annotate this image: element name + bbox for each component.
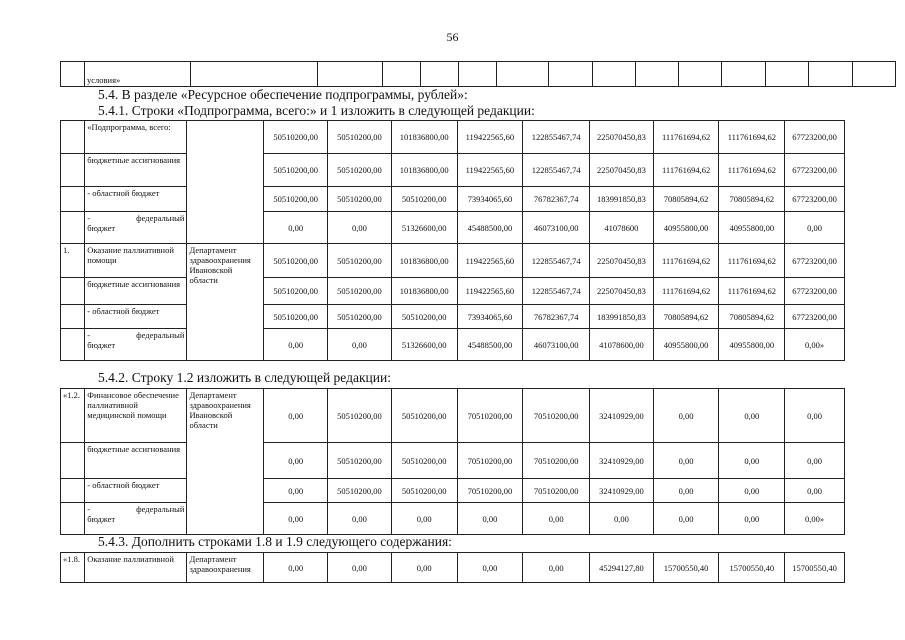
value-cell: 50510200,00 xyxy=(391,389,457,443)
value-cell: 70805894,62 xyxy=(653,187,719,212)
value-cell: 122855467,74 xyxy=(523,244,590,278)
value-cell: 225070450,83 xyxy=(590,154,654,187)
table-row xyxy=(61,503,845,535)
value-cell: 0,00 xyxy=(785,389,845,443)
value-cell: 0,00 xyxy=(719,389,785,443)
value-cell: 111761694,62 xyxy=(719,154,785,187)
value-cell: 50510200,00 xyxy=(264,278,328,305)
top-fragment-table xyxy=(60,61,896,87)
value-cell: 119422565,60 xyxy=(457,121,523,154)
value-cell: 70510200,00 xyxy=(523,443,590,479)
row-label: бюджетные ассигнования xyxy=(85,278,187,305)
row-label: Финансовое обеспечение паллиативной медицинской помощи xyxy=(85,389,187,443)
value-cell: 50510200,00 xyxy=(328,278,392,305)
executor-cell: Департамент здравоохранения Ивановской области xyxy=(187,244,264,361)
value-cell: 46073100,00 xyxy=(523,212,590,244)
value-cell: 50510200,00 xyxy=(391,187,457,212)
value-cell: 0,00» xyxy=(785,329,845,361)
row-label-budget: бюджет xyxy=(87,223,116,233)
value-cell: 70510200,00 xyxy=(523,479,590,503)
value-cell: 0,00 xyxy=(264,503,328,535)
row-label-federal: федеральный xyxy=(136,504,185,514)
value-cell: 40955800,00 xyxy=(719,212,785,244)
value-cell: 67723200,00 xyxy=(785,187,845,212)
value-cell: 70510200,00 xyxy=(457,389,523,443)
value-cell: 225070450,83 xyxy=(590,244,654,278)
value-cell: 0,00 xyxy=(328,212,392,244)
value-cell: 67723200,00 xyxy=(785,121,845,154)
section-heading-5-4-3: 5.4.3. Дополнить строками 1.8 и 1.9 следующего содержания: xyxy=(98,534,452,549)
row-label-dash: - xyxy=(87,504,91,514)
value-cell: 0,00 xyxy=(653,389,719,443)
value-cell: 50510200,00 xyxy=(328,244,392,278)
value-cell: 119422565,60 xyxy=(457,244,523,278)
section-heading-5-4: 5.4. В разделе «Ресурсное обеспечение подпрограммы, рублей»: xyxy=(98,87,468,102)
value-cell: 70510200,00 xyxy=(523,389,590,443)
row-number xyxy=(61,443,85,479)
value-cell: 70805894,62 xyxy=(653,305,719,329)
value-cell: 40955800,00 xyxy=(719,329,785,361)
row-label-federal: федеральный xyxy=(136,213,185,223)
row-number xyxy=(61,121,85,154)
value-cell: 0,00 xyxy=(391,553,457,583)
value-cell: 0,00 xyxy=(590,503,654,535)
value-cell: 50510200,00 xyxy=(264,187,328,212)
value-cell: 111761694,62 xyxy=(653,244,719,278)
value-cell: 0,00 xyxy=(785,443,845,479)
value-cell: 67723200,00 xyxy=(785,154,845,187)
row-label: бюджетные ассигнования xyxy=(85,443,187,479)
row-label-dash: - xyxy=(87,330,91,340)
value-cell: 50510200,00 xyxy=(391,479,457,503)
value-cell: 0,00 xyxy=(719,503,785,535)
value-cell: 46073100,00 xyxy=(523,329,590,361)
value-cell: 225070450,83 xyxy=(590,121,654,154)
value-cell: 111761694,62 xyxy=(653,154,719,187)
value-cell: 0,00 xyxy=(264,389,328,443)
value-cell: 0,00 xyxy=(328,553,392,583)
table-row xyxy=(61,443,845,479)
executor-cell-empty xyxy=(187,121,264,244)
value-cell: 70805894,62 xyxy=(719,187,785,212)
executor-cell: Департамент здравоохранения Ивановской области xyxy=(187,389,264,535)
table-row xyxy=(61,154,845,187)
value-cell: 111761694,62 xyxy=(719,121,785,154)
value-cell: 101836800,00 xyxy=(391,278,457,305)
value-cell: 50510200,00 xyxy=(328,479,392,503)
table-row xyxy=(61,212,845,244)
value-cell: 0,00 xyxy=(328,503,392,535)
value-cell: 45488500,00 xyxy=(457,329,523,361)
value-cell: 122855467,74 xyxy=(523,154,590,187)
row-label xyxy=(85,329,187,361)
value-cell: 0,00 xyxy=(523,553,590,583)
value-cell: 0,00 xyxy=(719,443,785,479)
value-cell: 70805894,62 xyxy=(719,305,785,329)
value-cell: 101836800,00 xyxy=(391,121,457,154)
value-cell: 50510200,00 xyxy=(328,154,392,187)
value-cell: 67723200,00 xyxy=(785,278,845,305)
resource-table-1 xyxy=(60,120,845,361)
value-cell: 111761694,62 xyxy=(653,278,719,305)
value-cell: 0,00 xyxy=(264,212,328,244)
value-cell: 51326600,00 xyxy=(391,329,457,361)
row-label: - областной бюджет xyxy=(85,305,187,329)
row-number xyxy=(61,278,85,305)
row-number xyxy=(61,305,85,329)
value-cell: 50510200,00 xyxy=(391,305,457,329)
row-number xyxy=(61,329,85,361)
value-cell: 0,00 xyxy=(653,503,719,535)
row-label: Оказание паллиативной помощи xyxy=(85,244,187,278)
value-cell: 50510200,00 xyxy=(328,305,392,329)
row-label: бюджетные ассигнования xyxy=(85,154,187,187)
value-cell: 15700550,40 xyxy=(653,553,719,583)
row-label xyxy=(85,503,187,535)
section-heading-5-4-1: 5.4.1. Строки «Подпрограмма, всего:» и 1 изложить в следующей редакции: xyxy=(98,103,535,118)
value-cell: 111761694,62 xyxy=(653,121,719,154)
value-cell: 0,00 xyxy=(785,212,845,244)
value-cell: 32410929,00 xyxy=(590,443,654,479)
value-cell: 0,00 xyxy=(523,503,590,535)
value-cell: 0,00 xyxy=(785,479,845,503)
row-label xyxy=(85,212,187,244)
value-cell: 119422565,60 xyxy=(457,278,523,305)
row-label: условия» xyxy=(85,62,191,87)
value-cell: 0,00 xyxy=(457,553,523,583)
value-cell: 0,00 xyxy=(653,443,719,479)
table-row xyxy=(61,62,896,87)
value-cell: 45294127,80 xyxy=(590,553,654,583)
value-cell: 73934065,60 xyxy=(457,187,523,212)
value-cell: 50510200,00 xyxy=(264,121,328,154)
value-cell: 50510200,00 xyxy=(264,244,328,278)
table-row xyxy=(61,305,845,329)
row-label: - областной бюджет xyxy=(85,479,187,503)
row-number: 1. xyxy=(61,244,85,278)
value-cell: 225070450,83 xyxy=(590,278,654,305)
value-cell: 40955800,00 xyxy=(653,329,719,361)
row-label: «Подпрограмма, всего: xyxy=(85,121,187,154)
value-cell: 41078600,00 xyxy=(590,329,654,361)
row-number xyxy=(61,154,85,187)
row-number: «1.2. xyxy=(61,389,85,443)
value-cell: 0,00 xyxy=(391,503,457,535)
value-cell: 101836800,00 xyxy=(391,154,457,187)
row-number xyxy=(61,479,85,503)
value-cell: 32410929,00 xyxy=(590,479,654,503)
row-label-budget: бюджет xyxy=(87,340,116,350)
row-label-federal: федеральный xyxy=(136,330,185,340)
row-number: «1.8. xyxy=(61,553,85,583)
value-cell: 183991850,83 xyxy=(590,305,654,329)
value-cell: 67723200,00 xyxy=(785,244,845,278)
row-number xyxy=(61,212,85,244)
value-cell: 70510200,00 xyxy=(457,479,523,503)
row-number xyxy=(61,187,85,212)
value-cell: 15700550,40 xyxy=(719,553,785,583)
row-label: - областной бюджет xyxy=(85,187,187,212)
row-label-dash: - xyxy=(87,213,91,223)
value-cell: 32410929,00 xyxy=(590,389,654,443)
row-label-budget: бюджет xyxy=(87,514,116,524)
value-cell: 111761694,62 xyxy=(719,244,785,278)
value-cell: 41078600 xyxy=(590,212,654,244)
value-cell: 122855467,74 xyxy=(523,121,590,154)
value-cell: 50510200,00 xyxy=(328,443,392,479)
value-cell: 0,00 xyxy=(264,553,328,583)
section-heading-5-4-2: 5.4.2. Строку 1.2 изложить в следующей редакции: xyxy=(98,370,391,385)
value-cell: 0,00 xyxy=(264,479,328,503)
value-cell: 183991850,83 xyxy=(590,187,654,212)
value-cell: 67723200,00 xyxy=(785,305,845,329)
value-cell: 122855467,74 xyxy=(523,278,590,305)
value-cell: 50510200,00 xyxy=(264,154,328,187)
table-row xyxy=(61,121,845,154)
table-row xyxy=(61,389,845,443)
resource-table-3 xyxy=(60,552,845,583)
value-cell: 76782367,74 xyxy=(523,305,590,329)
value-cell: 50510200,00 xyxy=(264,305,328,329)
value-cell: 50510200,00 xyxy=(328,389,392,443)
value-cell: 0,00 xyxy=(328,329,392,361)
row-label: Оказание паллиативной xyxy=(85,553,187,583)
value-cell: 0,00 xyxy=(457,503,523,535)
value-cell: 73934065,60 xyxy=(457,305,523,329)
value-cell: 111761694,62 xyxy=(719,278,785,305)
value-cell: 0,00 xyxy=(264,329,328,361)
value-cell: 45488500,00 xyxy=(457,212,523,244)
value-cell: 0,00 xyxy=(264,443,328,479)
value-cell: 51326600,00 xyxy=(391,212,457,244)
value-cell: 15700550,40 xyxy=(785,553,845,583)
table-row xyxy=(61,244,845,278)
table-row xyxy=(61,329,845,361)
value-cell: 50510200,00 xyxy=(391,443,457,479)
resource-table-2 xyxy=(60,388,845,535)
page-number: 56 xyxy=(446,30,459,44)
row-number xyxy=(61,503,85,535)
value-cell: 101836800,00 xyxy=(391,244,457,278)
value-cell: 50510200,00 xyxy=(328,187,392,212)
table-row xyxy=(61,553,845,583)
table-row xyxy=(61,187,845,212)
value-cell: 76782367,74 xyxy=(523,187,590,212)
value-cell: 40955800,00 xyxy=(653,212,719,244)
value-cell: 119422565,60 xyxy=(457,154,523,187)
table-row xyxy=(61,278,845,305)
value-cell: 0,00 xyxy=(653,479,719,503)
value-cell: 0,00» xyxy=(785,503,845,535)
executor-cell: Департамент здравоохранения xyxy=(187,553,264,583)
value-cell: 50510200,00 xyxy=(328,121,392,154)
table-row xyxy=(61,479,845,503)
value-cell: 0,00 xyxy=(719,479,785,503)
value-cell: 70510200,00 xyxy=(457,443,523,479)
